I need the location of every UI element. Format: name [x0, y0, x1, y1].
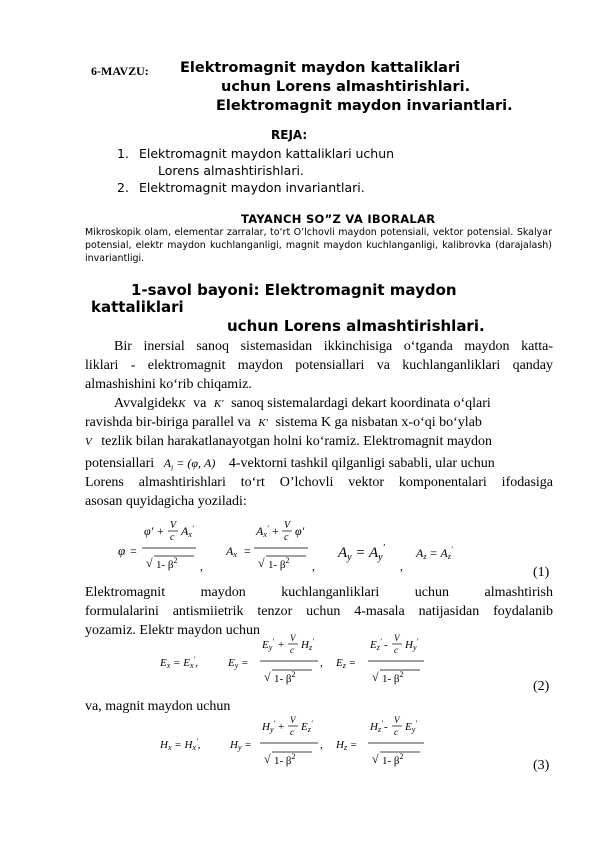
svg-text:Hy′: Hy′ [262, 719, 276, 734]
svg-text:V: V [284, 520, 291, 531]
svg-text:Hx = Hx′,: Hx = Hx′, [160, 737, 201, 752]
svg-text:φ: φ [118, 543, 126, 558]
svg-text:V: V [394, 633, 400, 643]
svg-text:c: c [290, 645, 294, 655]
svg-text:c: c [290, 727, 294, 737]
svg-text:+: + [278, 639, 285, 651]
svg-text:V: V [394, 715, 400, 725]
svg-text:1- β2: 1- $\beta^2$ [382, 670, 404, 685]
svg-text:+: + [272, 524, 279, 538]
four-potential-symbol: $A_i = (\varphi$, A) [163, 456, 216, 473]
svg-text:√: √ [258, 556, 265, 570]
svg-text:Ax′: Ax′ [181, 524, 194, 539]
svg-text:√: √ [146, 556, 153, 570]
svg-text:√: √ [264, 670, 271, 684]
svg-text:-: - [384, 639, 388, 651]
svg-text:c: c [394, 727, 398, 737]
svg-text:c: c [284, 532, 289, 543]
svg-text:1- β2: 1- $\beta^2$ [156, 556, 178, 571]
svg-text:Hy′: Hy′ [405, 637, 419, 652]
topic-label: 6-MAVZU: [91, 64, 149, 78]
svg-text:,: , [400, 559, 403, 573]
svg-text:+: + [278, 721, 285, 733]
paragraph-3: Elektromagnit maydon kuchlanganliklari uchun almashtirish formulalarini antismiietrik tenzor uchun 4-masala natijasidan foydalanib yozamiz. Elektr maydon uchun [85, 585, 553, 638]
svg-text:c: c [394, 645, 398, 655]
symbol-K-prime-2: K′ [258, 417, 268, 429]
symbol-K: K [178, 398, 186, 410]
question-1-line-3: uchun Lorens almashtirishlari. [227, 317, 485, 335]
question-1-line-2: kattaliklari [91, 298, 184, 316]
svg-text:φ′ +: φ′ + [144, 524, 165, 538]
equation-1-number: (1) [533, 565, 550, 580]
plan-heading: REJA: [271, 128, 308, 142]
title-line-1: Elektromagnit maydon kattaliklari [180, 60, 461, 76]
symbol-V: V [85, 436, 92, 448]
svg-text:,: , [200, 559, 203, 573]
svg-text:=: = [244, 544, 251, 558]
paragraph-2: AvvalgidekK va K′ sanoq sistemalardagi dekart koordinata o‘qlari ravishda bir-biriga parallel va K′ sistema K ga nisbatan x-o‘qi bo‘ylab V tezlik bilan harakatlanayotgan holni ko‘ramiz. Elektromagnit maydon potensiallari $A_i = (\varphi$, A) 4-vektorni tashkil qilganligi sababli, ular uchun Lorens almashtirishlari to‘rt O’lchovli vektor komponentalari ifodasiga asosan quyidagicha yoziladi: [85, 396, 553, 509]
keywords-text: Mikroskopik olam, elementar zarralar, to‘rt O’lchovli maydon potensiali, vektor potensial. Skalyar potensial, elektr maydon kuchlanganligi, magnit maydon kuchlanganligi, kalibrovka (darajalash) invariantligi. [85, 227, 552, 264]
svg-text:Ey =: Ey = [228, 657, 249, 670]
symbol-K-prime: K′ [213, 398, 224, 410]
svg-text:1- β2: 1- $\beta^2$ [274, 670, 296, 685]
plan-item-1: 1. Elektromagnit maydon kattaliklari uchun [117, 146, 395, 161]
paragraph-1: Bir inersial sanoq sistemasidan ikkinchisiga o‘tganda maydon katta- liklari - elektromagnit maydon potensiallari va kuchlanganliklari qanday almashishini ko‘rib chiqamiz. [85, 339, 553, 392]
keywords-heading: TAYANCH SO”Z VA IBORALAR [241, 212, 436, 226]
plan-item-1-cont: Lorens almashtirishlari. [158, 163, 304, 178]
equation-1 [110, 515, 570, 583]
svg-text:Ez′: Ez′ [370, 637, 382, 652]
svg-text:Ey′: Ey′ [262, 637, 275, 652]
svg-text:=: = [130, 544, 137, 558]
equation-3 [160, 714, 460, 776]
svg-text:V: V [290, 715, 296, 725]
svg-text:√: √ [372, 752, 379, 766]
equation-2 [160, 632, 460, 694]
title-line-2: uchun Lorens almashtirishlari. [221, 79, 471, 95]
svg-text:Ex = Ex′,: Ex = Ex′, [160, 655, 199, 670]
svg-text:Ax: Ax [226, 544, 237, 559]
paragraph-4: va, magnit maydon uchun [85, 699, 231, 714]
svg-text:1- β2: 1- $\beta^2$ [274, 752, 296, 767]
svg-text:Ez′: Ez′ [301, 719, 313, 734]
svg-text:c: c [170, 532, 175, 543]
svg-text:Ez =: Ez = [336, 657, 357, 670]
svg-text:1- β2: 1- $\beta^2$ [382, 752, 404, 767]
svg-text:-: - [384, 721, 388, 733]
title-line-3: Elektromagnit maydon invariantlari. [216, 98, 513, 114]
svg-text:Ey′: Ey′ [405, 719, 418, 734]
svg-text:,: , [320, 739, 323, 751]
svg-text:V: V [170, 520, 177, 531]
equation-2-number: (2) [533, 679, 550, 694]
svg-text:Az = Az′: Az = Az′ [416, 545, 453, 561]
svg-text:Ax′: Ax′ [256, 524, 269, 539]
svg-text:Hz′: Hz′ [301, 637, 314, 652]
svg-text:1- β2: 1- $\beta^2$ [268, 556, 290, 571]
equation-3-number: (3) [533, 758, 550, 773]
svg-text:,: , [312, 559, 315, 573]
plan-list [117, 145, 497, 196]
svg-text:φ′: φ′ [295, 524, 305, 538]
svg-text:,: , [320, 657, 323, 669]
svg-text:Ay = Ay′: $A_y = A_y'$ [338, 543, 385, 563]
svg-text:Hy =: Hy = [230, 739, 252, 752]
plan-item-2: 2. Elektromagnit maydon invariantlari. [117, 180, 365, 195]
svg-text:Hz =: Hz = [336, 739, 358, 752]
question-1-line-1: 1-savol bayoni: Elektromagnit maydon [131, 281, 457, 299]
svg-text:Hz′: Hz′ [370, 719, 383, 734]
svg-text:V: V [290, 633, 296, 643]
svg-text:√: √ [264, 752, 271, 766]
svg-text:√: √ [372, 670, 379, 684]
